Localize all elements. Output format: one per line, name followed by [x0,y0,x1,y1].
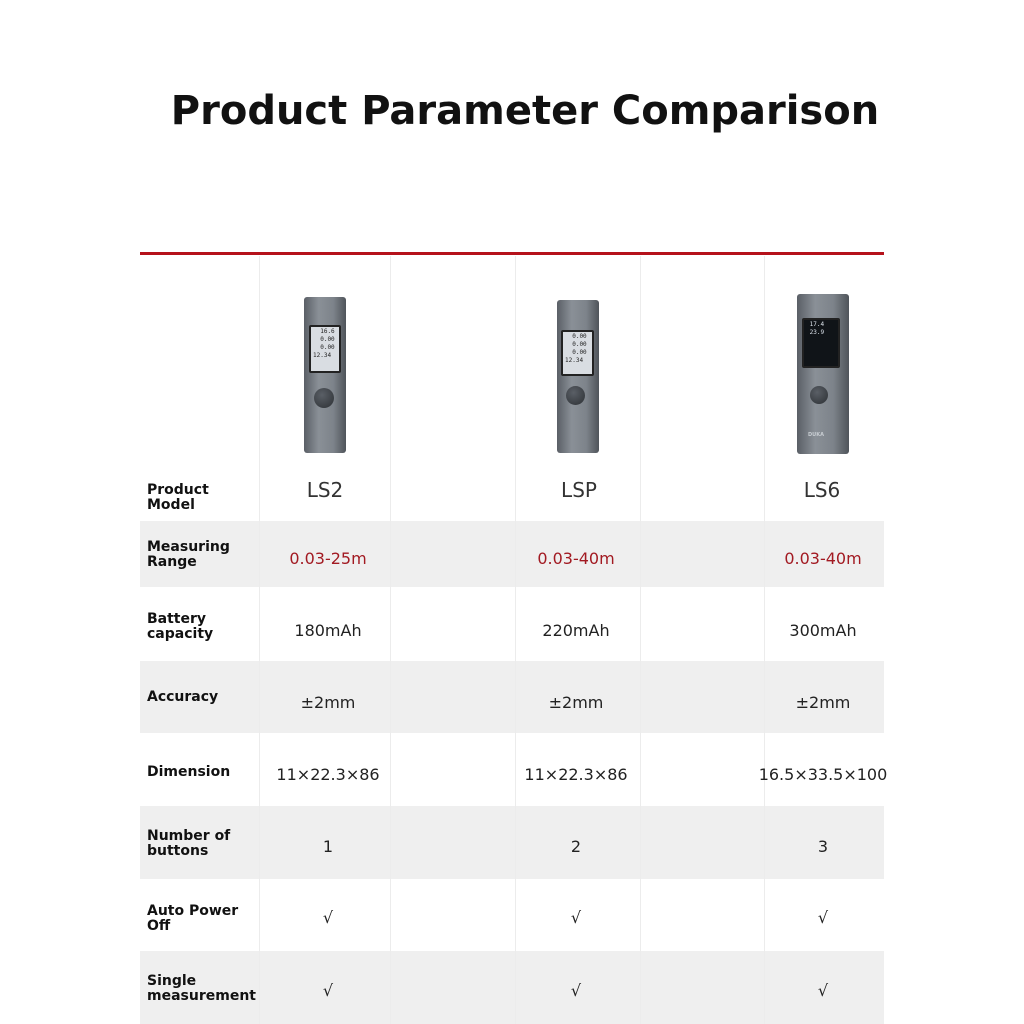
cell-dimension-lsp: 11×22.3×86 [524,765,628,784]
device-screen: 16.6 0.00 0.00 12.34 [309,325,341,373]
product-model-ls6: LS6 [803,478,841,502]
row-label-accuracy: Accuracy [147,689,219,705]
row-label-auto-power-off: Auto Power Off [147,903,239,934]
row-label-battery-capacity: Battery capacity [147,611,214,642]
row-label-single-measurement: Single measurement [147,973,256,1004]
row-label-dimension: Dimension [147,764,231,780]
cell-battery-ls6: 300mAh [789,621,857,640]
product-model-lsp: LSP [561,478,597,502]
cell-single-measurement-lsp: √ [570,981,582,1000]
device-screen: 17.4 23.9 [802,318,840,368]
cell-single-measurement-ls2: √ [322,981,334,1000]
cell-measuring-range-ls6: 0.03-40m [784,549,862,568]
cell-accuracy-ls2: ±2mm [300,693,356,712]
cell-accuracy-ls6: ±2mm [795,693,851,712]
device-button [810,386,828,404]
brand-logo: DUKA [808,432,824,438]
cell-accuracy-lsp: ±2mm [548,693,604,712]
cell-dimension-ls2: 11×22.3×86 [276,765,380,784]
device-button [566,386,585,405]
row-label-product-model: Product Model [147,482,209,513]
product-image-lsp [557,300,599,453]
cell-auto-power-off-lsp: √ [570,908,582,927]
page-title: Product Parameter Comparison [170,88,880,134]
row-label-number-of-buttons: Number of buttons [147,828,231,859]
cell-battery-lsp: 220mAh [542,621,610,640]
cell-dimension-ls6: 16.5×33.5×100 [758,765,888,784]
header-divider [140,252,884,255]
product-image-ls6 [797,294,849,454]
cell-auto-power-off-ls6: √ [817,908,829,927]
cell-battery-ls2: 180mAh [294,621,362,640]
product-model-ls2: LS2 [306,478,344,502]
device-button [314,388,334,408]
cell-auto-power-off-ls2: √ [322,908,334,927]
cell-single-measurement-ls6: √ [817,981,829,1000]
device-screen: 0.00 0.00 0.00 12.34 [561,330,594,376]
cell-buttons-ls2: 1 [322,837,334,856]
product-image-ls2 [304,297,346,453]
cell-buttons-lsp: 2 [570,837,582,856]
row-label-measuring-range: Measuring Range [147,539,230,570]
laser-distance-meter-icon [557,300,599,453]
cell-buttons-ls6: 3 [817,837,829,856]
laser-distance-meter-icon [304,297,346,453]
cell-measuring-range-ls2: 0.03-25m [289,549,367,568]
cell-measuring-range-lsp: 0.03-40m [537,549,615,568]
